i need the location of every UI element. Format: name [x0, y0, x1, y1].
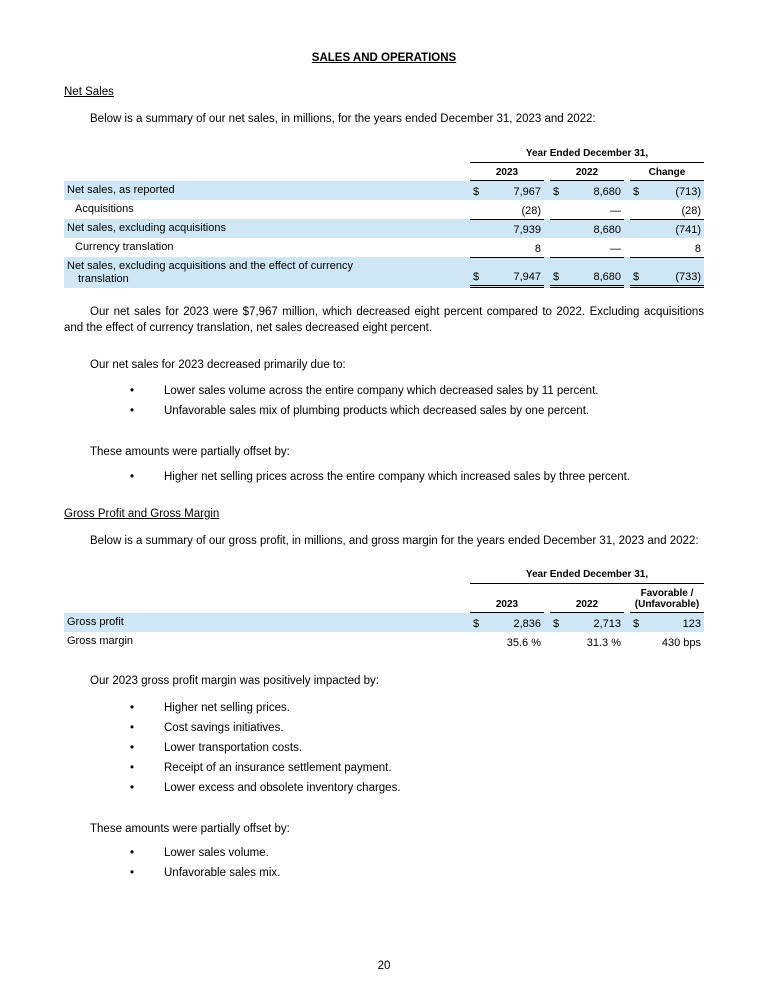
currency-symbol: $: [473, 618, 480, 630]
bullet-icon: •: [130, 701, 135, 714]
cell-value: (713): [675, 185, 701, 198]
bullet-text: Lower sales volume.: [164, 847, 269, 859]
row-label: Acquisitions: [75, 202, 134, 215]
column-header-2023: 2023: [470, 163, 544, 181]
cell-value: 7,939: [513, 223, 541, 236]
net-sales-offset-intro: These amounts were partially offset by:: [90, 446, 290, 458]
gross-profit-impact-para: Our 2023 gross profit margin was positively impacted by:: [90, 675, 379, 687]
net-sales-summary-para: Our net sales for 2023 were $7,967 million, which decreased eight percent compared to 2022. Excluding acquisitions and the effect of currency translation, net sales decreased eight percent.: [64, 305, 704, 334]
table-row: [64, 219, 704, 238]
cell-change: [630, 238, 704, 257]
cell-2023: [470, 632, 544, 651]
bullet-text: Unfavorable sales mix of plumbing products which decreased sales by one percent.: [164, 405, 590, 417]
table-column-header-row: [64, 584, 704, 613]
cell-2023: [470, 257, 544, 288]
cell-value: 2,713: [593, 618, 621, 630]
currency-symbol: $: [553, 618, 560, 630]
cell-value: 35.6 %: [506, 637, 541, 649]
table-row: [64, 632, 704, 651]
row-label: Gross margin: [67, 635, 134, 647]
cell-value: 8,680: [593, 270, 621, 283]
row-label-line1: Net sales, excluding acquisitions and the effect of currency: [67, 259, 353, 272]
currency-symbol: $: [473, 185, 480, 198]
cell-2023: [470, 219, 544, 238]
gross-profit-bullet-list: [64, 701, 704, 795]
cell-2022: [550, 200, 624, 219]
bullet-text: Higher net selling prices.: [164, 701, 290, 714]
net-sales-bullet-list: [64, 384, 704, 418]
cell-favorable: [630, 613, 704, 632]
bullet-item: [64, 404, 704, 418]
row-label: Gross profit: [67, 616, 124, 628]
cell-value: (28): [681, 204, 701, 217]
gross-profit-intro: Below is a summary of our gross profit, in millions, and gross margin for the years ended December 31, 2023 and 2022:: [90, 534, 699, 547]
currency-symbol: $: [473, 270, 480, 283]
currency-symbol: $: [553, 270, 560, 283]
cell-2023: [470, 238, 544, 257]
bullet-item: [64, 846, 704, 860]
currency-symbol: $: [633, 618, 640, 630]
column-header-favorable: [630, 584, 704, 613]
bullet-item: [64, 781, 704, 795]
cell-change: [630, 219, 704, 238]
bullet-icon: •: [130, 721, 135, 734]
cell-change: [630, 257, 704, 288]
bullet-text: Cost savings initiatives.: [164, 721, 284, 734]
row-label: Net sales, as reported: [67, 183, 175, 196]
cell-2022: [550, 257, 624, 288]
cell-2022: [550, 632, 624, 651]
cell-value: 8,680: [593, 185, 621, 198]
cell-value: (741): [675, 223, 701, 236]
currency-symbol: $: [633, 185, 640, 198]
net-sales-table: [64, 148, 704, 288]
cell-2023: [470, 200, 544, 219]
cell-value: 2,836: [513, 618, 541, 630]
cell-value: 8: [694, 242, 701, 255]
cell-favorable: [630, 632, 704, 651]
bullet-icon: •: [130, 470, 135, 483]
bullet-item: [64, 470, 704, 484]
bullet-text: Lower transportation costs.: [164, 741, 303, 754]
column-header-2022: 2022: [550, 163, 624, 181]
table-row: [64, 200, 704, 219]
cell-2022: [550, 219, 624, 238]
gross-profit-heading: Gross Profit and Gross Margin: [64, 507, 220, 520]
bullet-item: [64, 741, 704, 755]
net-sales-offset-bullet-list: [64, 470, 704, 484]
table-column-header-row: [64, 163, 704, 181]
cell-value: 8: [534, 242, 541, 255]
cell-2022: [550, 613, 624, 632]
gross-profit-offset-bullet-list: [64, 846, 704, 880]
table-row: [64, 238, 704, 257]
span-header: Year Ended December 31,: [470, 148, 704, 163]
bullet-item: [64, 866, 704, 880]
gross-profit-table: [64, 569, 704, 651]
page-number: 20: [377, 960, 391, 972]
cell-value: 430 bps: [661, 637, 701, 649]
bullet-icon: •: [130, 741, 135, 754]
column-header-2023: 2023: [470, 595, 544, 613]
cell-2022: [550, 238, 624, 257]
bullet-icon: •: [130, 385, 135, 397]
bullet-icon: •: [130, 781, 135, 794]
net-sales-intro: Below is a summary of our net sales, in millions, for the years ended December 31, 2023 and 2022:: [90, 113, 596, 125]
table-row: [64, 181, 704, 200]
gross-profit-offset-intro: These amounts were partially offset by:: [90, 822, 290, 835]
bullet-text: Receipt of an insurance settlement payment.: [164, 761, 392, 774]
cell-value: 8,680: [593, 223, 621, 236]
bullet-item: [64, 721, 704, 735]
row-label-line2: translation: [78, 272, 129, 285]
currency-symbol: $: [633, 270, 640, 283]
favorable-line1: Favorable /: [640, 588, 694, 599]
cell-value: —: [610, 204, 621, 217]
row-label: Net sales, excluding acquisitions: [67, 221, 226, 234]
table-row-total: [64, 257, 704, 288]
table-span-header-row: [64, 569, 704, 584]
row-label: Currency translation: [75, 240, 174, 253]
bullet-text: Higher net selling prices across the entire company which increased sales by three percent.: [164, 470, 630, 483]
cell-value: 123: [682, 618, 701, 630]
bullet-icon: •: [130, 405, 135, 417]
table-row: [64, 613, 704, 632]
currency-symbol: $: [553, 185, 560, 198]
page-title: SALES AND OPERATIONS: [311, 52, 457, 64]
net-sales-heading: Net Sales: [64, 86, 114, 98]
column-header-2022: 2022: [550, 595, 624, 613]
cell-2022: [550, 181, 624, 200]
cell-value: (28): [521, 204, 541, 217]
cell-2023: [470, 613, 544, 632]
bullet-icon: •: [130, 867, 135, 879]
bullet-item: [64, 701, 704, 715]
bullet-text: Lower excess and obsolete inventory charges.: [164, 781, 401, 794]
bullet-icon: •: [130, 847, 135, 859]
cell-2023: [470, 181, 544, 200]
span-header: Year Ended December 31,: [470, 569, 704, 584]
table-span-header-row: [64, 148, 704, 163]
bullet-icon: •: [130, 761, 135, 774]
net-sales-drivers-para: Our net sales for 2023 decreased primarily due to:: [90, 358, 346, 371]
cell-change: [630, 200, 704, 219]
bullet-item: [64, 761, 704, 775]
favorable-line2: (Unfavorable): [634, 599, 700, 610]
bullet-text: Unfavorable sales mix.: [164, 867, 281, 879]
cell-change: [630, 181, 704, 200]
cell-value: —: [610, 242, 621, 255]
cell-value: 7,947: [513, 270, 541, 283]
row-label: [64, 257, 464, 288]
bullet-text: Lower sales volume across the entire company which decreased sales by 11 percent.: [164, 385, 599, 397]
column-header-change: Change: [630, 163, 704, 181]
cell-value: (733): [675, 270, 701, 283]
cell-value: 31.3 %: [586, 637, 621, 649]
cell-value: 7,967: [513, 185, 541, 198]
bullet-item: [64, 384, 704, 398]
